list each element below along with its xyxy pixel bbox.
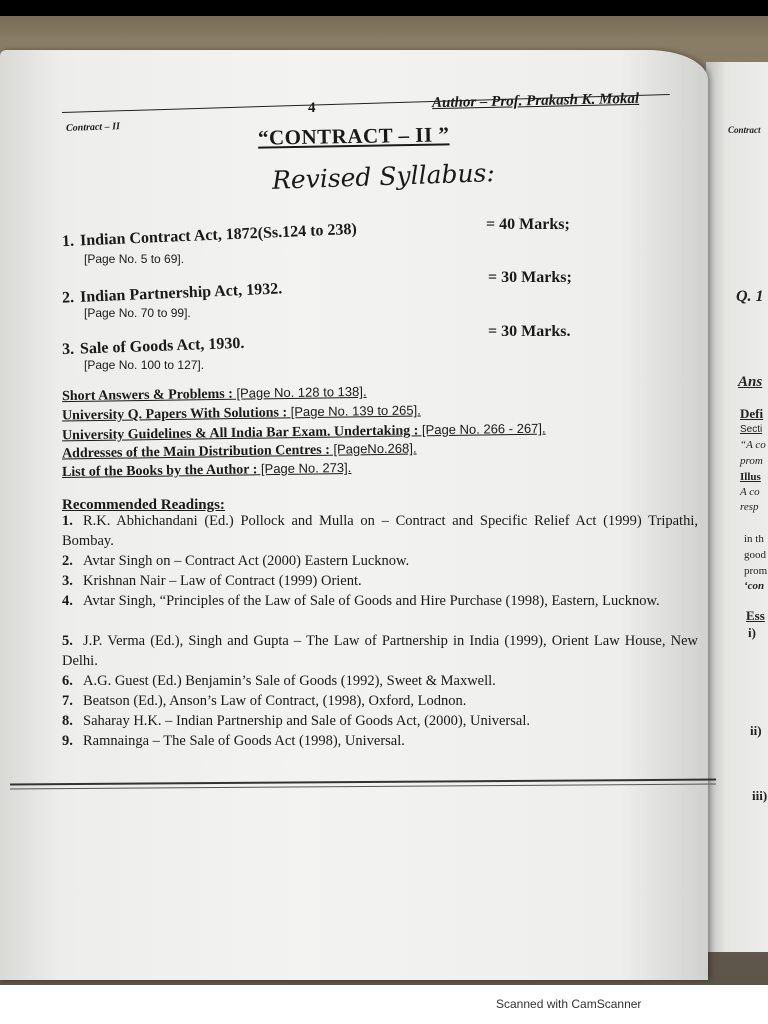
reading-number: 9. <box>62 733 73 749</box>
reading-number: 2. <box>62 553 73 569</box>
facing-illus: Illus <box>740 471 761 483</box>
act-number: 2. <box>61 289 75 307</box>
reading-number: 6. <box>62 673 73 689</box>
facing-good: good <box>744 549 766 561</box>
reading-number: 4. <box>62 593 73 609</box>
facing-secti: Secti <box>740 424 763 435</box>
reading-item <box>62 551 698 571</box>
section-pages: [Page No. 139 to 265]. <box>286 402 421 420</box>
facing-defi: Defi <box>740 406 764 421</box>
page-title: “CONTRACT – II ” <box>257 122 450 150</box>
reading-text: Avtar Singh on – Contract Act (2000) Eastern Lucknow. <box>83 553 410 569</box>
act-number: 3. <box>61 340 75 359</box>
reading-item <box>62 671 698 691</box>
reading-text: Krishnan Nair – Law of Contract (1999) Orient. <box>83 573 362 589</box>
act-number: 1. <box>61 232 75 251</box>
section-label: Addresses of the Main Distribution Centres : <box>61 442 330 462</box>
reading-item <box>62 691 698 711</box>
section-label: List of the Books by the Author : <box>61 462 258 481</box>
facing-answer: Ans <box>738 374 763 390</box>
facing-prom: prom <box>740 455 763 467</box>
section-pages: [Page No. 128 to 138]. <box>232 383 367 401</box>
facing-quote: “A co <box>740 439 766 451</box>
reading-text: Ramnainga – The Sale of Goods Act (1998), Universal. <box>83 733 405 749</box>
scanner-watermark: Scanned with CamScanner <box>496 997 642 1011</box>
reading-item <box>62 511 698 551</box>
reading-text: R.K. Abhichandani (Ed.) Pollock and Mulla on – Contract and Specific Relief Act (1999) Tripathi, Bombay. <box>62 513 698 549</box>
section-pages: [Page No. 266 - 267]. <box>418 420 546 438</box>
reading-number: 3. <box>62 573 73 589</box>
reading-item <box>62 591 698 611</box>
reading-text: Beatson (Ed.), Anson’s Law of Contract, (1998), Oxford, Lodnon. <box>83 693 467 709</box>
act-name: Indian Contract Act, 1872(Ss.124 to 238) <box>79 220 358 250</box>
reading-number: 8. <box>62 713 73 729</box>
running-title: Contract – II <box>65 121 121 134</box>
act-name: Sale of Goods Act, 1930. <box>79 334 245 358</box>
facing-running-title: Contract <box>728 125 761 135</box>
reading-number: 1. <box>62 513 73 529</box>
section-pages: [Page No. 273]. <box>257 459 352 477</box>
act-marks: = 40 Marks; <box>486 216 570 233</box>
act-marks: = 30 Marks. <box>488 323 571 340</box>
reading-item <box>62 731 698 751</box>
section-label: Short Answers & Problems : <box>61 386 233 405</box>
reading-item <box>62 711 698 731</box>
act-pages: [Page No. 70 to 99]. <box>84 306 191 320</box>
act-name: Indian Partnership Act, 1932. <box>79 280 283 306</box>
reading-text: Avtar Singh, “Principles of the Law of Sale of Goods and Hire Purchase (1998), Eastern, Lucknow. <box>83 593 660 609</box>
facing-resp: resp <box>740 501 759 513</box>
facing-prom2: prom <box>744 565 768 577</box>
top-dark-band <box>0 0 768 16</box>
section-label: University Q. Papers With Solutions : <box>61 405 288 424</box>
reading-number: 7. <box>62 693 73 709</box>
facing-inth: in th <box>744 533 764 545</box>
reading-item <box>62 571 698 591</box>
page-subtitle: Revised Syllabus: <box>271 158 496 195</box>
act-marks: = 30 Marks; <box>488 269 572 286</box>
facing-ess: Ess <box>746 608 765 623</box>
facing-i: i) <box>748 625 756 640</box>
reading-number: 5. <box>62 633 73 649</box>
section-pages: [PageNo.268]. <box>329 440 417 457</box>
reading-text: Saharay H.K. – Indian Partnership and Sale of Goods Act, (2000), Universal. <box>83 713 530 729</box>
recommended-heading: Recommended Readings: <box>62 497 225 513</box>
facing-iii: iii) <box>752 788 768 803</box>
reading-item <box>62 631 698 671</box>
facing-question: Q. 1 <box>736 288 764 305</box>
facing-ii: ii) <box>750 723 762 738</box>
facing-con: ‘con <box>744 580 765 592</box>
act-pages: [Page No. 5 to 69]. <box>84 252 185 266</box>
page-number: 4 <box>308 100 316 116</box>
facing-acor: A co <box>740 486 760 498</box>
act-pages: [Page No. 100 to 127]. <box>84 358 205 372</box>
reading-text: A.G. Guest (Ed.) Benjamin’s Sale of Goods (1992), Sweet & Maxwell. <box>83 673 496 689</box>
author-line: Author – Prof. Prakash K. Mokal <box>431 90 640 112</box>
section-label: University Guidelines & All India Bar Exam. Undertaking : <box>61 423 419 444</box>
reading-text: J.P. Verma (Ed.), Singh and Gupta – The Law of Partnership in India (1999), Orient Law House, New Delhi. <box>62 633 698 669</box>
